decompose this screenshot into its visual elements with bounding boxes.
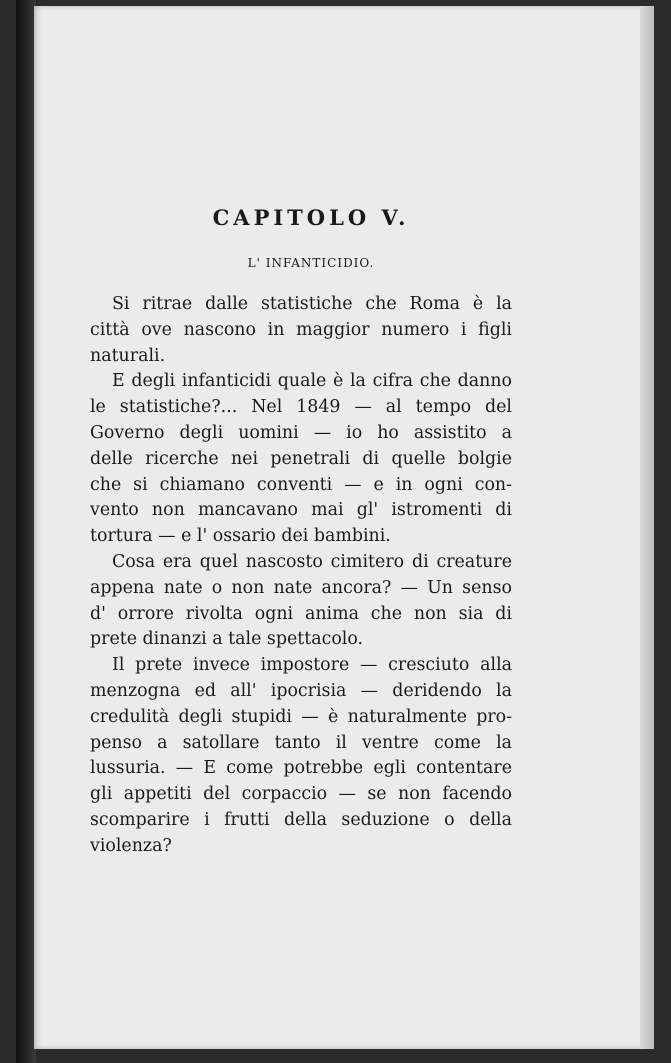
- text-line: Governo degli uomini — io ho assistito a: [90, 422, 512, 443]
- text-line: le statistiche?... Nel 1849 — al tempo del: [90, 397, 512, 418]
- text-line: tortura — e l' ossario dei bambini.: [90, 526, 391, 547]
- paragraph: [90, 369, 512, 550]
- text-line: naturali.: [90, 345, 166, 366]
- text-line: lussuria. — E come potrebbe egli contentare: [90, 758, 512, 779]
- text-line: Si ritrae dalle statistiche che Roma è la: [112, 294, 512, 314]
- text-line: delle ricerche nei penetrali di quelle bolgie: [90, 448, 512, 469]
- text-line: Cosa era quel nascosto cimitero di creature: [112, 551, 512, 572]
- page-content: [90, 205, 512, 860]
- text-line: vento non mancavano mai gl' istromenti di: [90, 500, 512, 521]
- body-text: [90, 292, 512, 860]
- text-line: menzogna ed all' ipocrisia — deridendo la: [90, 680, 512, 701]
- book-spine: [16, 0, 36, 1063]
- paragraph: [90, 550, 512, 653]
- text-line: città ove nascono in maggior numero i figli: [90, 319, 512, 340]
- text-line: Il prete invece impostore — cresciuto alla: [112, 655, 512, 676]
- text-line: d' orrore rivolta ogni anima che non sia di: [90, 603, 512, 624]
- text-line: scomparire i frutti della seduzione o della: [90, 809, 512, 830]
- paragraph: [90, 653, 512, 859]
- text-line: prete dinanzi a tale spettacolo.: [90, 629, 364, 650]
- text-line: appena nate o non nate ancora? — Un senso: [90, 577, 512, 598]
- text-line: credulità degli stupidi — è naturalmente pro-: [90, 706, 512, 727]
- page-edge: [640, 6, 654, 1049]
- text-line: gli appetiti del corpaccio — se non facendo: [90, 784, 512, 805]
- text-line: violenza?: [90, 835, 172, 856]
- paragraph: [90, 292, 512, 369]
- chapter-title: CAPITOLO V.: [212, 205, 410, 230]
- text-line: che si chiamano conventi — e in ogni con-: [90, 474, 512, 495]
- chapter-subtitle: L' INFANTICIDIO.: [247, 256, 375, 270]
- text-line: penso a satollare tanto il ventre come la: [90, 732, 512, 753]
- text-line: E degli infanticidi quale è la cifra che danno: [112, 371, 512, 392]
